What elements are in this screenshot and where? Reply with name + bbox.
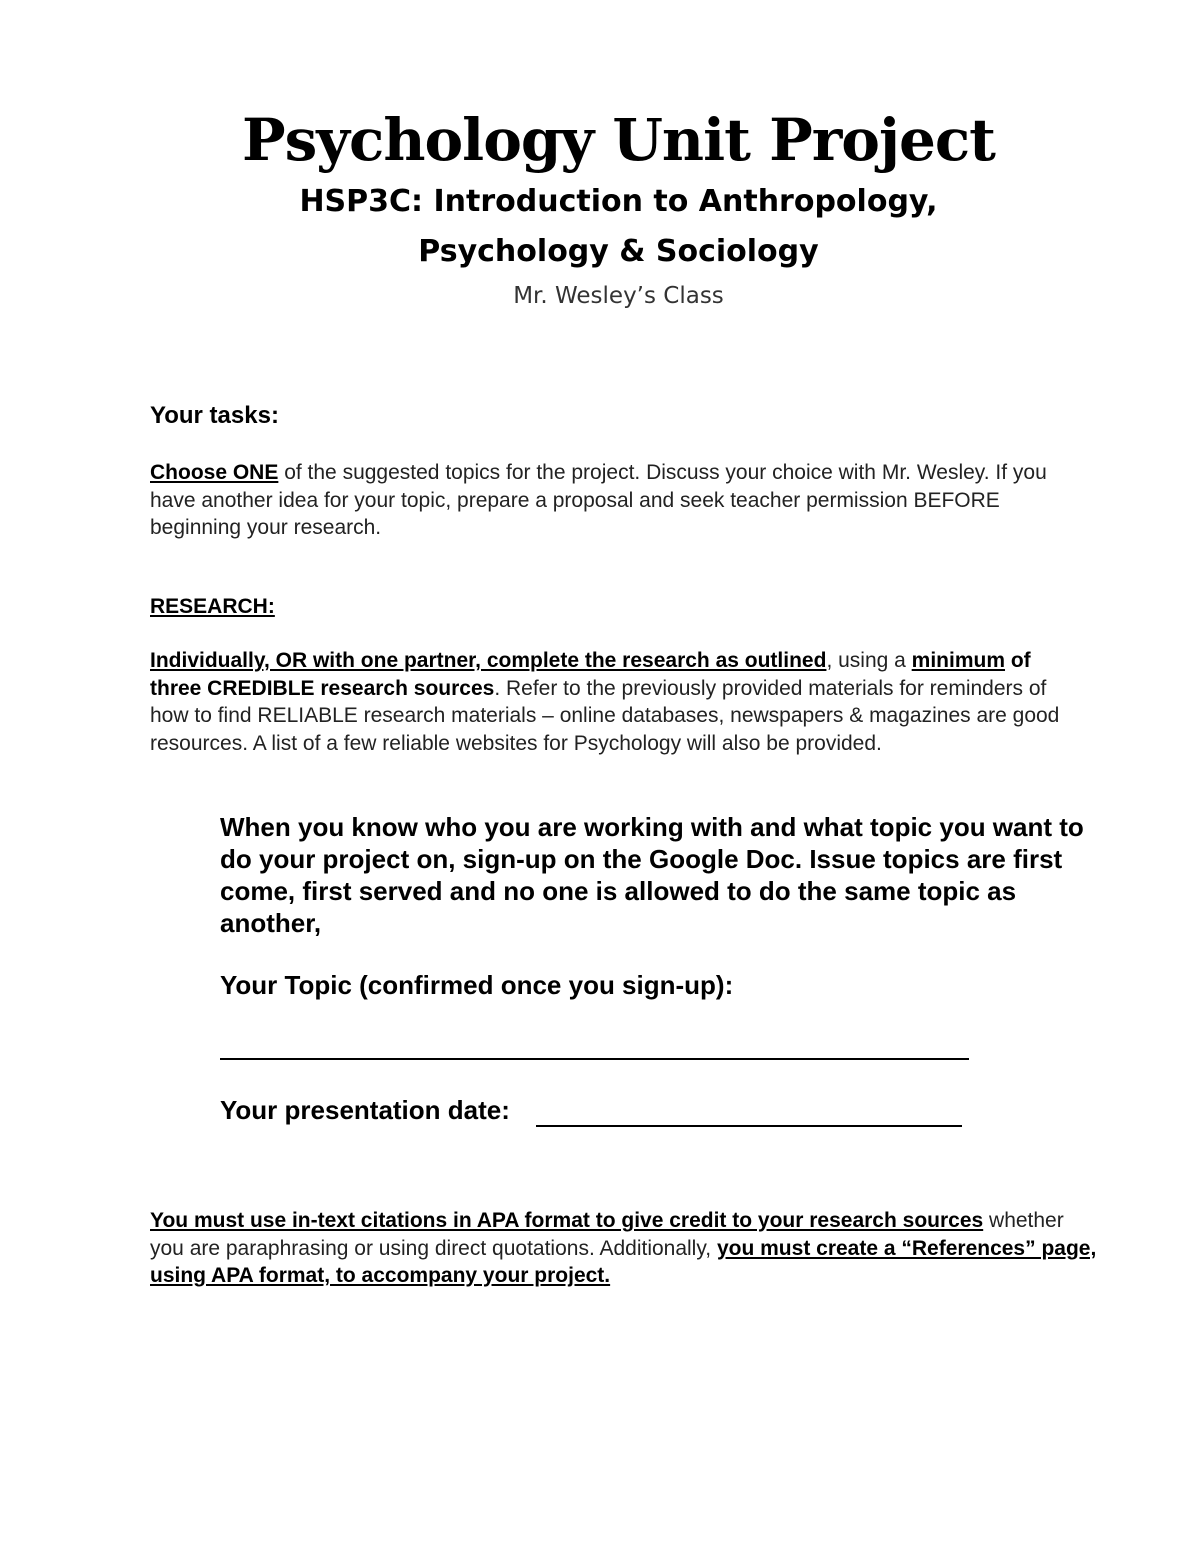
course-title-line-1: HSP3C: Introduction to Anthropology, <box>299 184 938 219</box>
references-requirement: you must create a “References” page, using APA format, to accompany your project. <box>150 1236 1097 1287</box>
credible-sources-emphasis: of three CREDIBLE research sources <box>150 649 1031 700</box>
tasks-heading: Your tasks: <box>150 402 279 429</box>
course-title-line-2: Psychology & Sociology <box>418 234 819 269</box>
research-lead-emphasis: Individually, OR with one partner, complete the research as outlined <box>150 649 827 672</box>
teacher-class: Mr. Wesley’s Class <box>513 283 724 309</box>
minimum-emphasis: minimum <box>911 649 1006 672</box>
presentation-date-blank-line <box>536 1125 962 1127</box>
signup-notice: When you know who you are working with and what topic you want to do your project on, sign-up on the Google Doc. Issue topics are first come, first served and no one is allowed to do the same topic as another, <box>220 812 1084 938</box>
citations-paragraph <box>150 1207 1100 1290</box>
document-title: Psychology Unit Project <box>242 106 995 174</box>
presentation-date-label: Your presentation date: <box>220 1095 510 1125</box>
presentation-date-row <box>220 1094 980 1128</box>
research-body-text: . Refer to the previously provided materials for reminders of how to find RELIABLE research materials – online databases, newspapers & magazines are good resources. A list of a few reliable websites for Psychology will also be provided. <box>150 676 1060 755</box>
research-heading: RESEARCH: <box>150 595 275 618</box>
citations-requirement: You must use in-text citations in APA format to give credit to your research sources <box>150 1209 984 1232</box>
tasks-text: of the suggested topics for the project. Discuss your choice with Mr. Wesley. If you have another idea for your topic, prepare a proposal and seek teacher permission BEFORE beginning your research. <box>150 461 1047 539</box>
topic-label: Your Topic (confirmed once you sign-up): <box>220 970 734 1000</box>
choose-one-emphasis: Choose ONE <box>150 461 279 484</box>
citations-text: whether you are paraphrasing or using direct quotations. Additionally, <box>150 1209 1064 1260</box>
topic-blank-line <box>220 1058 969 1060</box>
tasks-paragraph <box>150 459 1070 542</box>
research-paragraph <box>150 647 1080 757</box>
research-lead-text: , using a <box>826 649 912 672</box>
